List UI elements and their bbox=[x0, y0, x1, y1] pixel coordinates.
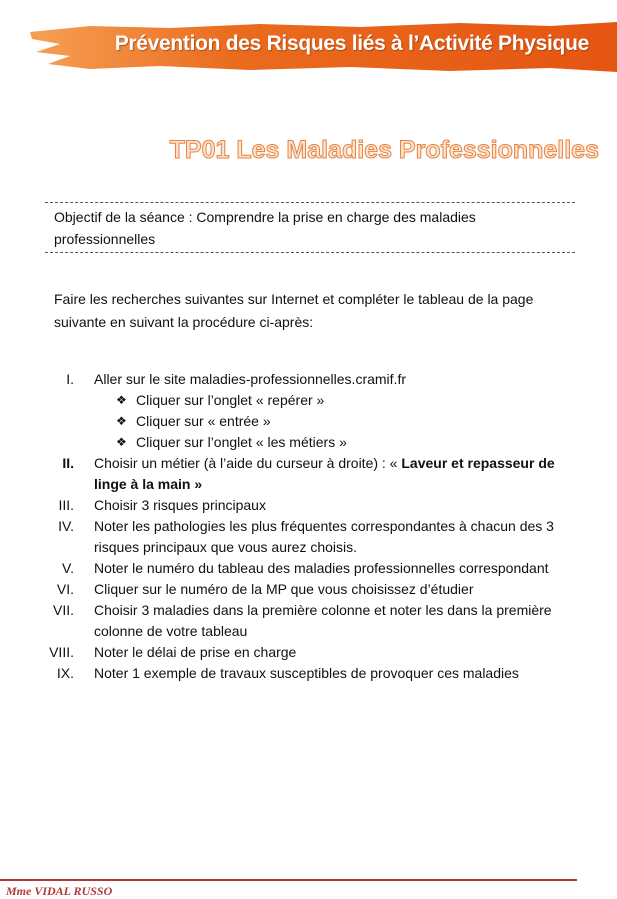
step-text: Choisir 3 maladies dans la première colonne et noter les dans la première colonne de votre tableau bbox=[94, 602, 552, 639]
step-number: I. bbox=[66, 371, 74, 387]
diamond-bullet-icon: ❖ bbox=[116, 393, 127, 407]
step-4 bbox=[40, 516, 580, 558]
step-9 bbox=[40, 663, 580, 684]
step-7 bbox=[40, 600, 580, 642]
substep-text: Cliquer sur l’onglet « les métiers » bbox=[136, 434, 347, 450]
step-number: II. bbox=[62, 455, 74, 471]
step-text: Choisir 3 risques principaux bbox=[94, 497, 266, 513]
step-text: Noter le numéro du tableau des maladies professionnelles correspondant bbox=[94, 560, 549, 576]
document-title: TP01 Les Maladies Professionnelles bbox=[169, 136, 599, 164]
step-6 bbox=[40, 579, 580, 600]
step-3 bbox=[40, 495, 580, 516]
diamond-bullet-icon: ❖ bbox=[116, 414, 127, 428]
step-1 bbox=[40, 369, 580, 390]
step-number: IV. bbox=[58, 518, 74, 534]
step-number: III. bbox=[58, 497, 74, 513]
step-8 bbox=[40, 642, 580, 663]
substep-2 bbox=[40, 411, 580, 432]
step-text-container bbox=[94, 453, 580, 495]
step-text: Noter le délai de prise en charge bbox=[94, 644, 297, 660]
step-text-bold: Laveur et repasseur de linge à la main » bbox=[94, 455, 555, 492]
diamond-bullet-icon: ❖ bbox=[116, 435, 127, 449]
footer-divider bbox=[0, 879, 577, 881]
substep-text: Cliquer sur l’onglet « repérer » bbox=[136, 392, 325, 408]
step-text: Aller sur le site maladies-professionnelles.cramif.fr bbox=[94, 371, 406, 387]
step-2 bbox=[40, 453, 580, 495]
step-number: V. bbox=[62, 560, 74, 576]
bottom-dashed-divider bbox=[45, 252, 575, 253]
step-number: VI. bbox=[56, 581, 74, 597]
substep-text: Cliquer sur « entrée » bbox=[136, 413, 271, 429]
intro-paragraph: Faire les recherches suivantes sur Internet et compléter le tableau de la page suivante en suivant la procédure ci-après: bbox=[54, 291, 534, 330]
step-5 bbox=[40, 558, 580, 579]
objective-text: Objectif de la séance : Comprendre la prise en charge des maladies professionnelles bbox=[54, 209, 476, 247]
step-number: VIII. bbox=[49, 644, 74, 660]
step-number: VII. bbox=[52, 602, 74, 618]
substep-3 bbox=[40, 432, 580, 453]
procedure-list bbox=[40, 369, 580, 684]
substep-1 bbox=[40, 390, 580, 411]
step-number: IX. bbox=[56, 665, 74, 681]
footer-author: Mme VIDAL RUSSO bbox=[6, 884, 113, 898]
step-text: Cliquer sur le numéro de la MP que vous choisissez d’étudier bbox=[94, 581, 474, 597]
banner-title: Prévention des Risques liés à l’Activité Physique bbox=[114, 32, 589, 55]
step-text: Choisir un métier (à l’aide du curseur à droite) : « bbox=[94, 455, 398, 471]
step-text: Noter les pathologies les plus fréquentes correspondantes à chacun des 3 risques principaux que vous aurez choisis. bbox=[94, 518, 554, 555]
top-dashed-divider bbox=[45, 202, 575, 203]
step-text: Noter 1 exemple de travaux susceptibles de provoquer ces maladies bbox=[94, 665, 519, 681]
header-banner bbox=[30, 22, 617, 74]
